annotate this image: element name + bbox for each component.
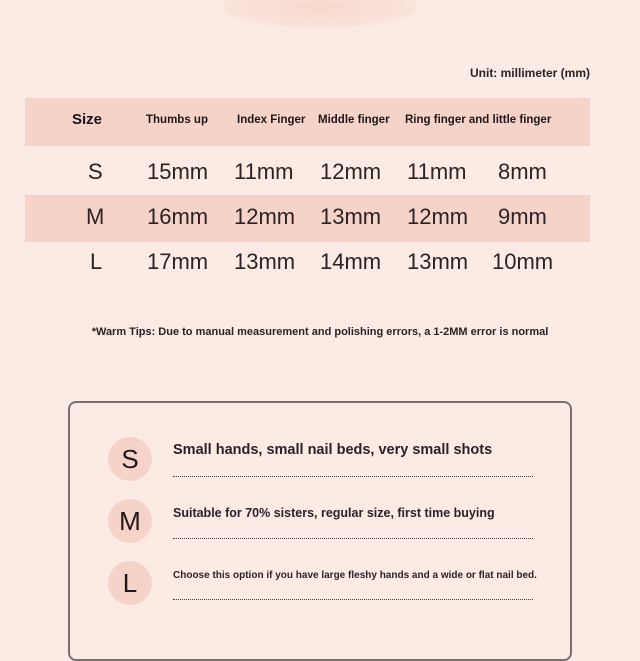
header-ring-little: Ring finger and little finger [405, 114, 552, 126]
size-badge-s: S [108, 437, 152, 481]
table-cell: 14mm [320, 249, 382, 274]
guide-desc-s: Small hands, small nail beds, very small shots [173, 442, 493, 458]
table-cell: 11mm [234, 159, 294, 184]
warm-tips: *Warm Tips: Due to manual measurement and polishing errors, a 1-2MM error is normal [91, 326, 549, 338]
table-cell: 12mm [320, 159, 382, 184]
table-row-size: S [88, 159, 103, 184]
header-middle: Middle finger [318, 114, 390, 126]
table-cell: 13mm [320, 204, 382, 229]
table-cell: 15mm [147, 159, 209, 184]
guide-desc-m: Suitable for 70% sisters, regular size, first time buying [173, 506, 495, 520]
size-badge-m: M [108, 499, 152, 543]
header-thumbs: Thumbs up [146, 114, 208, 126]
header-index: Index Finger [237, 114, 306, 126]
dotted-divider [173, 476, 533, 477]
size-badge-l: L [108, 561, 152, 605]
table-cell: 9mm [498, 204, 547, 229]
guide-desc-l: Choose this option if you have large fleshy hands and a wide or flat nail bed. [173, 570, 537, 581]
table-cell: 13mm [234, 249, 296, 274]
table-cell: 16mm [147, 204, 209, 229]
dotted-divider [173, 599, 533, 600]
table-cell: 11mm [407, 159, 467, 184]
header-size: Size [72, 111, 103, 128]
decorative-blob [222, 0, 418, 28]
table-cell: 8mm [498, 159, 547, 184]
table-cell: 12mm [234, 204, 296, 229]
table-cell: 10mm [492, 249, 554, 274]
table-cell: 12mm [407, 204, 469, 229]
table-cell: 17mm [147, 249, 209, 274]
table-row-size: L [90, 249, 103, 274]
table-row-size: M [86, 204, 105, 229]
dotted-divider [173, 538, 533, 539]
unit-label: Unit: millimeter (mm) [469, 66, 590, 80]
table-cell: 13mm [407, 249, 469, 274]
